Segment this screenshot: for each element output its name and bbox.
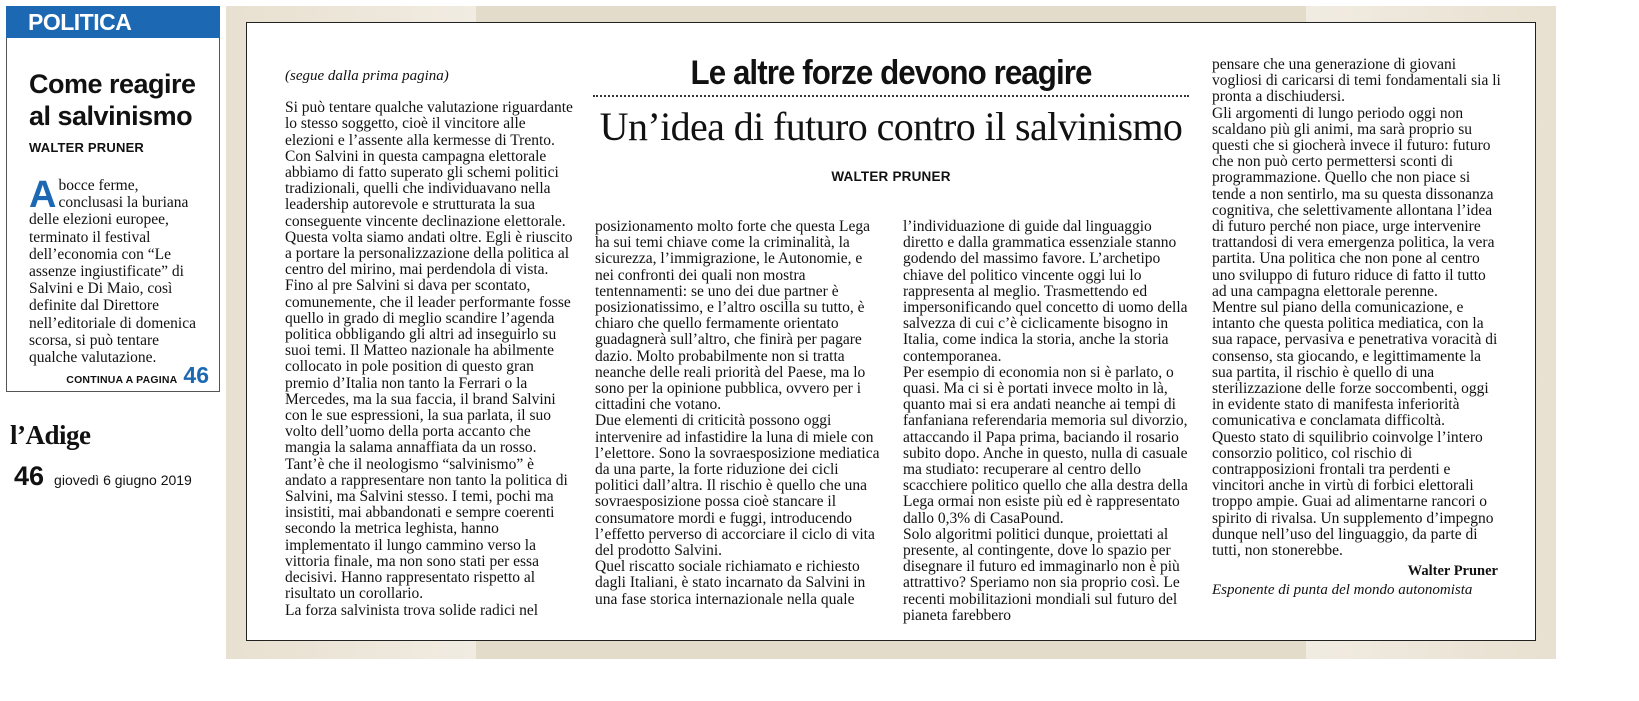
teaser-body: bocce ferme, conclusasi la buriana delle elezioni europee, terminato il festival dell’economia con “Le assenze ingiustificate” di Salvini e Di Maio, così definite dal Direttore nell’editoriale di domenica scorsa, si può tentare qualche valutazione. (29, 177, 196, 367)
article-headline: Un’idea di futuro contro il salvinismo (599, 104, 1183, 149)
article-column-2 (595, 219, 880, 608)
paragraph: Si può tentare qualche valutazione riguardante lo stesso soggetto, cioè il vincitore alle elezioni e l’assente alla kermesse di Trento. Con Salvini in questa campagna elettorale abbiamo di fatto superato gli schemi politici tradizionali, quelli che individuavano nella leadership autorevole e strutturata la sua conseguente vincente declinazione elettorale. Questa volta siamo andati oltre. Egli è riuscito a portare la personalizzazione della politica al centro del mirino, mai perdendola di vista. Fino al pre Salvini si dava per scontato, comunemente, che il leader performante fosse quello in grado di meglio scandire l’agenda politica obbligando gli altri ad inseguirlo su suoi temi. Il Matteo nazionale ha abilmente collocato in pole position di questo gran premio d’Italia non tanto la Ferrari o la Mercedes, ma la sua faccia, il brand Salvini con le sue espressioni, la sua parlata, il suo volto dell’uomo della porta accanto che mangia la salama annaffiata da un rosso. Tant’è che il neologismo “salvinismo” è andato a rappresentare non tanto la politica di Salvini, ma Salvini stesso. I temi, pochi ma insistiti, mai abbandonati e sempre coerenti secondo la metrica leghista, hanno implementato il lungo cammino verso la vittoria finale, ma non sono stati per essa decisivi. Hanno rappresentato rispetto al risultato un corollario. (285, 99, 573, 603)
article-page (246, 22, 1536, 641)
paragraph: pensare che una generazione di giovani vogliosi di caricarsi di temi fondamentali sia li pronta a dischiudersi. (1212, 56, 1501, 106)
paragraph: Questo stato di squilibrio coinvolge l’intero consorzio politico, col rischio di contrapposizioni frontali tra perdenti e vincitori anche in virtù di forbici elettorali troppo ampie. Guai ad alimentarne rancori o spirito di rivalsa. Un supplemento d’impegno dunque nell’uso del linguaggio, da parte di tutti, non stonerebbe. (1212, 428, 1494, 560)
article-byline: WALTER PRUNER (831, 169, 951, 184)
author-role: Esponente di punta del mondo autonomista (1212, 581, 1473, 598)
teaser-author: WALTER PRUNER (29, 140, 145, 155)
teaser-box (6, 38, 220, 392)
paragraph: La forza salvinista trova solide radici nel (285, 601, 539, 619)
teaser-text (29, 174, 205, 367)
continued-from-note: (segue dalla prima pagina) (285, 68, 449, 84)
paragraph: l’individuazione di guide dal linguaggio diretto e dalla grammatica essenziale stanno godendo del massimo favore. L’archetipo chiave del politico vincente oggi lui lo rappresenta al meglio. Trasmettendo ed impersonificando quel concetto di uomo della salvezza di cui c’è ciclicamente bisogno in Italia, come indica la storia, anche la storia contemporanea. (903, 218, 1188, 365)
teaser-title-line-1: Come reagire (29, 69, 196, 99)
article-kicker: Le altre forze devono reagire (690, 54, 1092, 92)
page-scan-frame (226, 6, 1556, 659)
paragraph: Quel riscatto sociale richiamato e richiesto dagli Italiani, è stato incarnato da Salvini in una fase storica internazionale nella quale (595, 558, 866, 608)
page-number: 46 (14, 461, 45, 491)
author-signature: Walter Pruner (1407, 563, 1498, 580)
paragraph: Solo algoritmi politici dunque, proiettati al presente, al contingente, dove lo spazio per disegnare il futuro ed immaginarlo non è più attrattivo? Speriamo non sia proprio così. Le recenti mobilitazioni mondiali sul futuro del pianeta farebbero (903, 525, 1180, 624)
continue-label: CONTINUA A PAGINA (66, 374, 178, 386)
teaser-title[interactable] (29, 38, 205, 132)
paragraph: Mentre sul piano della comunicazione, e intanto che questa politica mediatica, con la sua rapace, pervasiva e penetrativa voracità di consenso, sta giocando, e legittimamente la sua partita, il rischio è quello di una sterilizzazione delle forze soccombenti, oggi in evidente stato di manifesta inferiorità comunicativa e conclamata difficoltà. (1212, 299, 1498, 430)
page-date: giovedì 6 giugno 2019 (54, 472, 192, 488)
headline-block (593, 53, 1189, 184)
drop-cap: A (29, 174, 57, 216)
section-header: POLITICA (6, 6, 220, 38)
paragraph: Per esempio di economia non si è parlato, o quasi. Ma ci si è portati invece molto in là, quanto mai si era andati neanche ai tempi di fanfaniana referendaria memoria sul divorzio, attaccando il Papa prima, baciando il rosario subito dopo. Anche in questo, nulla di casuale ma studiato: recuperare al centro dello scacchiere politico quello che alla destra della Lega ormai non esiste più ed è rappresentato dallo 0,3% di CasaPound. (903, 363, 1188, 527)
teaser-title-line-2: al salvinismo (29, 101, 193, 131)
paragraph: Gli argomenti di lungo periodo oggi non scaldano più gli animi, ma sarà proprio su questi che si giocherà invece il futuro: futuro che non può certo permettersi sconti di programmazione. Quello che non piace si tende a non sentirlo, ma su questa dissonanza cognitiva, che selettivamente allontana l’idea di futuro perché non piace, urge intervenire trattandosi di vera emergenza politica, la vera partita. Una politica che non pone al centro uno sviluppo di futuro riduce di fatto il tutto ad una campagna elettorale perenne. (1212, 104, 1495, 300)
continue-link[interactable] (66, 362, 209, 389)
newspaper-masthead: l’Adige (10, 420, 91, 450)
continue-page-number: 46 (183, 362, 209, 388)
paragraph: posizionamento molto forte che questa Lega ha sui temi chiave come la criminalità, la sicurezza, l’immigrazione, le Autonomie, e nei confronti dei quali non mostra tentennamenti: se uno dei due partner è posizionatissimo, e l’altro oscilla su tutto, è chiaro che quello fermamente orientato guadagnerà sull’altro, che finirà per pagare dazio. Molto probabilmente non si tratta neanche delle reali priorità del Paese, ma lo sono per la opinione pubblica, ovvero per i cittadini che votano. (595, 218, 871, 414)
dotted-divider (593, 95, 1189, 97)
page-folio (6, 461, 220, 492)
article-column-4 (1212, 57, 1502, 598)
front-page-teaser (6, 6, 220, 492)
article-column-1 (285, 68, 575, 619)
article-column-3 (903, 219, 1188, 624)
paragraph: Due elementi di criticità possono oggi intervenire ad infastidire la luna di miele con l’elettore. Sono la sovraesposizione mediatica da una parte, la forte riduzione dei cicli politici dall’altra. Il rischio è quello che una sovraesposizione possa cioè stancare il consumatore mordi e fuggi, introducendo l’effetto perverso di accorciare il ciclo di vita del prodotto Salvini. (595, 412, 880, 560)
